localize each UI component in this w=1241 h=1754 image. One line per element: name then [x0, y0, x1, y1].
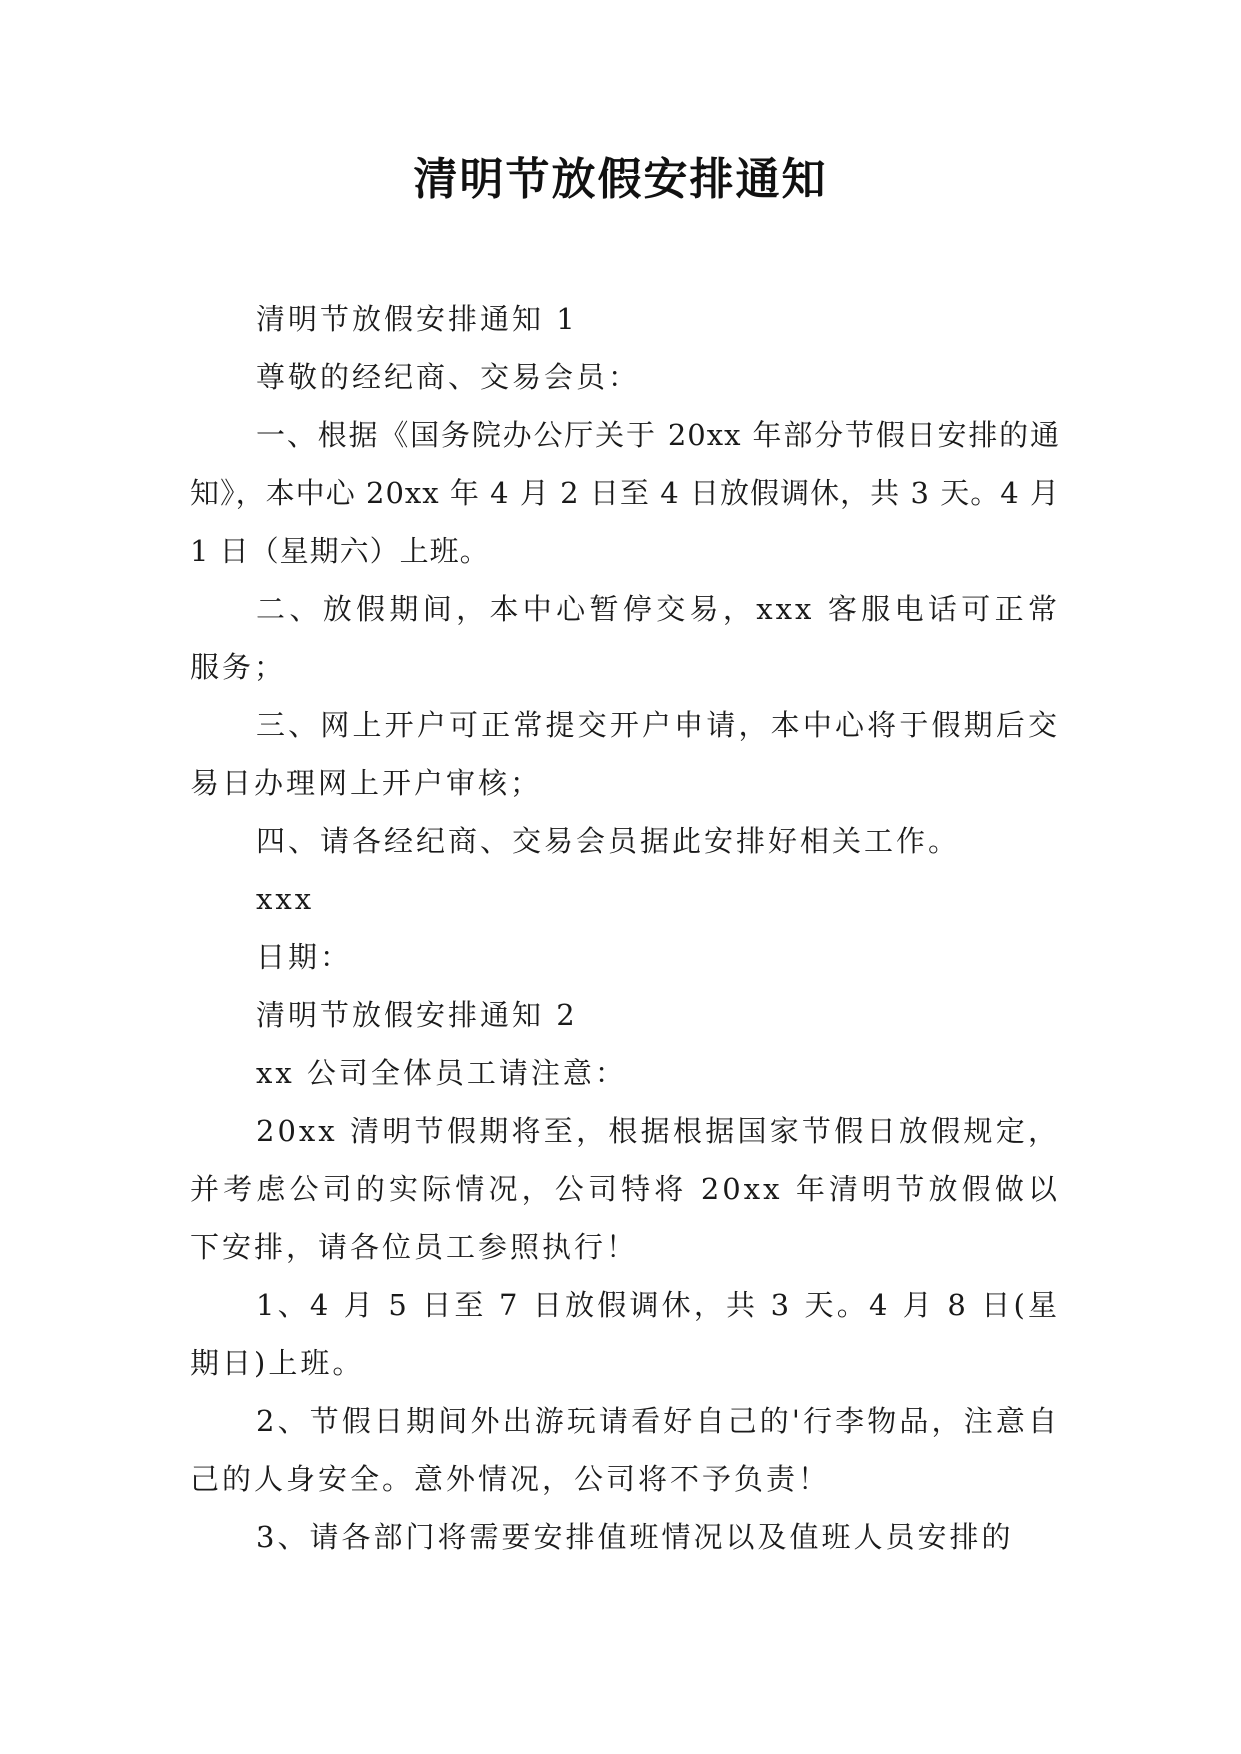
document-title: 清明节放假安排通知: [413, 154, 828, 205]
paragraph-salutation-1: 尊敬的经纪商、交易会员：: [256, 360, 641, 394]
paragraph-notice-1-heading: 清明节放假安排通知 1: [256, 302, 578, 336]
paragraph-notice-2-heading: 清明节放假安排通知 2: [256, 998, 578, 1032]
paragraph-salutation-2: xx 公司全体员工请注意：: [256, 1056, 627, 1090]
paragraph-arrangement-1: 1、4 月 5 日至 7 日放假调休，共 3 天。4 月 8 日(星期日)上班。: [190, 1288, 1060, 1380]
paragraph-arrangement-2: 2、节假日期间外出游玩请看好自己的'行李物品，注意自己的人身安全。意外情况，公司将不予负责！: [190, 1404, 1060, 1496]
paragraph-intro-2: 20xx 清明节假期将至，根据根据国家节假日放假规定，并考虑公司的实际情况，公司特将 20xx 年清明节放假做以下安排，请各位员工参照执行！: [190, 1114, 1060, 1264]
paragraph-item-3: 三、网上开户可正常提交开户申请，本中心将于假期后交易日办理网上开户审核；: [190, 708, 1060, 800]
paragraph-item-2: 二、放假期间，本中心暂停交易，xxx 客服电话可正常服务；: [190, 592, 1060, 684]
paragraph-date-label: 日期：: [256, 940, 353, 974]
paragraph-arrangement-3: 3、请各部门将需要安排值班情况以及值班人员安排的: [256, 1520, 1014, 1554]
paragraph-signature: xxx: [256, 882, 315, 916]
paragraph-item-4: 四、请各经纪商、交易会员据此安排好相关工作。: [256, 824, 961, 858]
paragraph-item-1: 一、根据《国务院办公厅关于 20xx 年部分节假日安排的通知》，本中心 20xx 年 4 月 2 日至 4 日放假调休，共 3 天。4 月 1 日（星期六）上班。: [190, 418, 1060, 568]
document-body: [190, 290, 1060, 1566]
